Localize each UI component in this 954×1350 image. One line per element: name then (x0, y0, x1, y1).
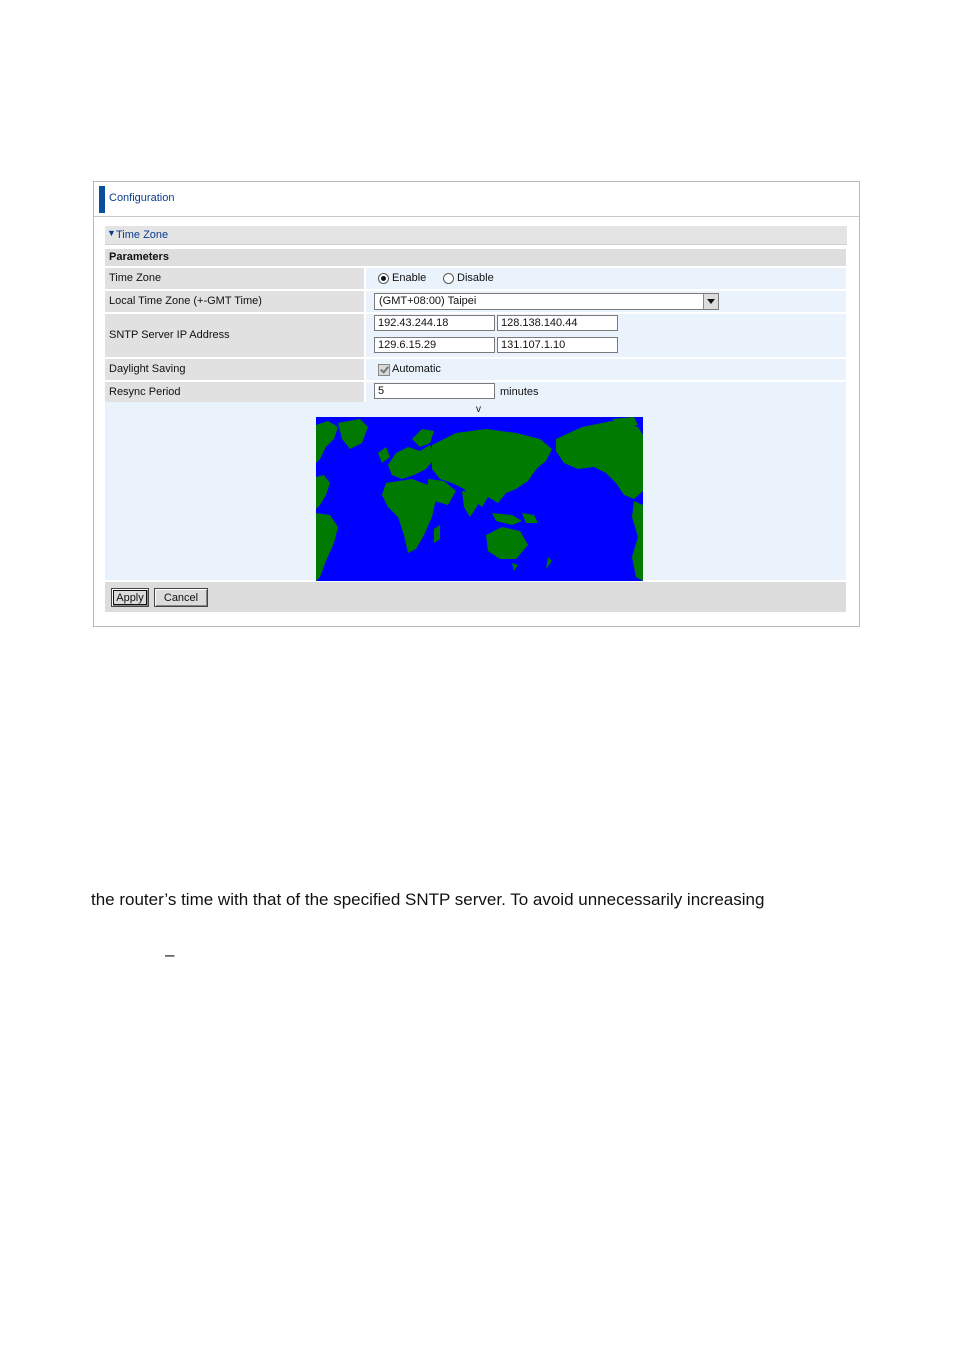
sntp-server-row (105, 314, 846, 357)
daylight-saving-row (105, 359, 846, 380)
chevron-down-icon[interactable] (703, 294, 718, 309)
cancel-button[interactable]: Cancel (154, 588, 208, 607)
resync-period-value (366, 382, 846, 403)
local-time-zone-row (105, 291, 846, 312)
disable-label: Disable (457, 272, 494, 284)
local-time-zone-value (366, 291, 846, 312)
body-dash: – (165, 945, 175, 964)
daylight-saving-label: Daylight Saving (105, 359, 364, 380)
local-time-zone-selected: (GMT+08:00) Taipei (379, 295, 477, 307)
enable-label: Enable (392, 272, 427, 284)
automatic-label: Automatic (392, 363, 441, 375)
header-accent-bar (99, 186, 105, 213)
resync-period-input[interactable]: 5 (374, 383, 495, 399)
sntp-server-values (366, 314, 846, 357)
daylight-saving-value (366, 359, 846, 380)
time-zone-label: Time Zone (105, 268, 364, 289)
local-time-zone-select[interactable] (374, 293, 719, 310)
parameters-label: Parameters (109, 251, 169, 263)
page-title: Configuration (109, 192, 175, 204)
apply-button[interactable]: Apply (111, 588, 149, 607)
collapse-arrow-icon[interactable]: ▼ (107, 228, 116, 238)
resync-unit: minutes (500, 386, 539, 398)
sntp-server-label: SNTP Server IP Address (105, 314, 364, 357)
parameters-header (105, 249, 846, 266)
resync-period-label: Resync Period (105, 382, 364, 403)
sntp-server-2-input[interactable]: 128.138.140.44 (497, 315, 618, 331)
sntp-server-4-input[interactable]: 131.107.1.10 (497, 337, 618, 353)
button-bar (105, 582, 846, 612)
sntp-server-3-input[interactable]: 129.6.15.29 (374, 337, 495, 353)
sntp-server-1-input[interactable]: 192.43.244.18 (374, 315, 495, 331)
body-paragraph: the router’s time with that of the specified SNTP server. To avoid unnecessarily increasing (91, 890, 765, 909)
configuration-header (94, 182, 859, 217)
time-zone-map-area (105, 402, 846, 580)
time-zone-value (366, 268, 846, 289)
local-time-zone-label: Local Time Zone (+-GMT Time) (105, 291, 364, 312)
time-zone-marker: v (476, 404, 481, 415)
disable-radio[interactable] (443, 273, 454, 284)
section-title: Time Zone (116, 229, 169, 241)
resync-period-row (105, 382, 846, 403)
time-zone-section-header[interactable] (105, 226, 847, 245)
world-map[interactable] (316, 417, 643, 581)
time-zone-row (105, 268, 846, 289)
automatic-checkbox[interactable] (378, 364, 390, 376)
enable-radio[interactable] (378, 273, 389, 284)
configuration-panel (93, 181, 860, 627)
